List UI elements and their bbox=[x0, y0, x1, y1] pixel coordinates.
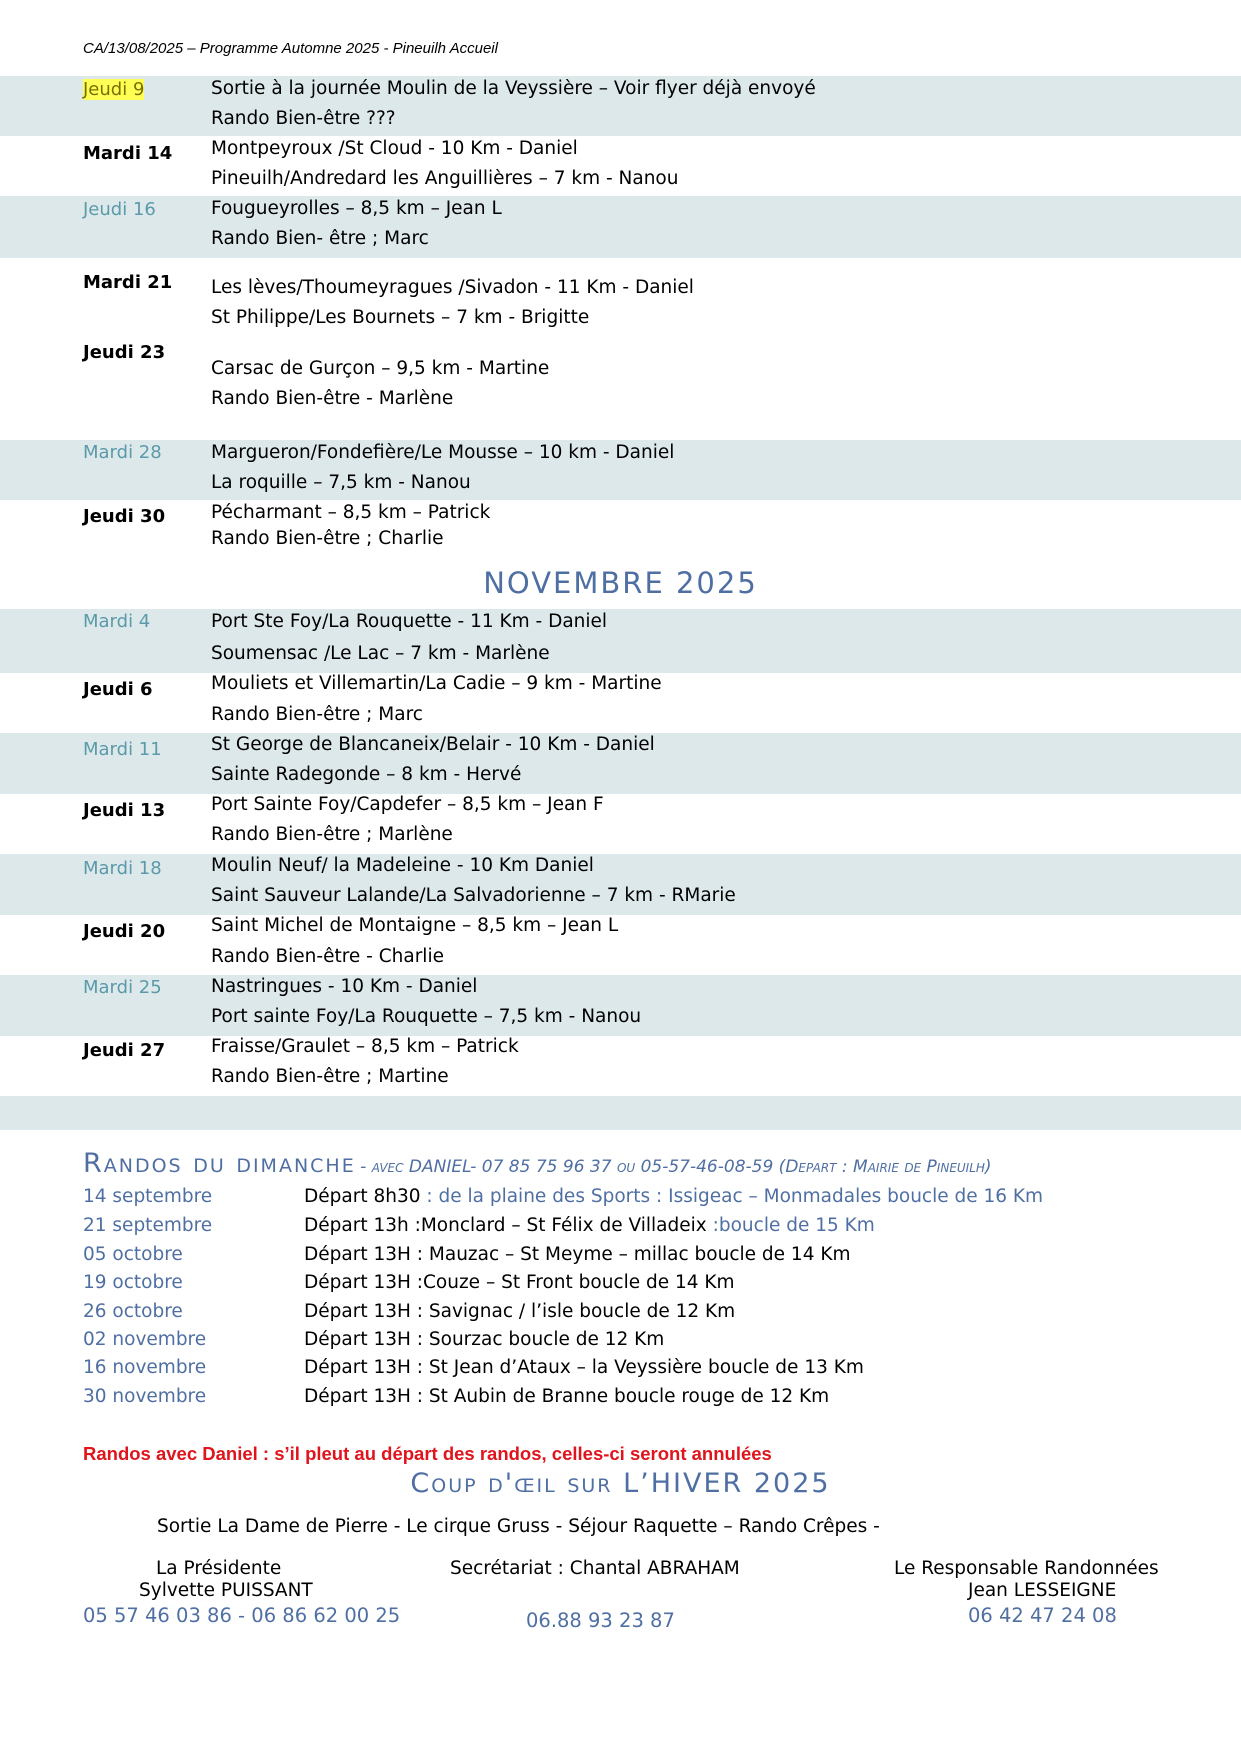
schedule-line: Rando Bien-être ??? bbox=[211, 108, 396, 129]
secretary-name: Secrétariat : Chantal ABRAHAM bbox=[450, 1558, 740, 1579]
schedule-day: Jeudi 13 bbox=[83, 800, 166, 821]
sunday-date: 19 octobre bbox=[83, 1272, 183, 1293]
schedule-day: Jeudi 6 bbox=[83, 679, 153, 700]
schedule-line: Sortie à la journée Moulin de la Veyssière – Voir flyer déjà envoyé bbox=[211, 78, 816, 99]
document-header: CA/13/08/2025 – Programme Automne 2025 - Pineuilh Accueil bbox=[83, 40, 498, 57]
schedule-line: Mouliets et Villemartin/La Cadie – 9 km - Martine bbox=[211, 673, 662, 694]
schedule-line: La roquille – 7,5 km - Nanou bbox=[211, 472, 471, 493]
schedule-row bbox=[0, 328, 1241, 440]
schedule-row bbox=[0, 1036, 1241, 1096]
sunday-desc: Départ 13H : Savignac / l’isle boucle de 12 Km bbox=[304, 1301, 736, 1322]
sunday-date: 16 novembre bbox=[83, 1357, 207, 1378]
schedule-line: Saint Michel de Montaigne – 8,5 km – Jean L bbox=[211, 915, 619, 936]
sunday-subtitle: - avec DANIEL- 07 85 75 96 37 ou 05-57-46-08-59 (Depart : Mairie de Pineuilh) bbox=[360, 1157, 992, 1177]
schedule-row bbox=[0, 258, 1241, 328]
schedule-line: Port sainte Foy/La Rouquette – 7,5 km - Nanou bbox=[211, 1006, 642, 1027]
schedule-day: Jeudi 20 bbox=[83, 921, 166, 942]
schedule-line: Port Ste Foy/La Rouquette - 11 Km - Daniel bbox=[211, 611, 608, 632]
schedule-line: Saint Sauveur Lalande/La Salvadorienne – 7 km - RMarie bbox=[211, 885, 736, 906]
president-name: Sylvette PUISSANT bbox=[139, 1580, 313, 1601]
sunday-date: 02 novembre bbox=[83, 1329, 207, 1350]
schedule-row bbox=[0, 673, 1241, 733]
sunday-date: 26 octobre bbox=[83, 1301, 183, 1322]
schedule-line: Nastringues - 10 Km - Daniel bbox=[211, 976, 478, 997]
schedule-line: Fraisse/Graulet – 8,5 km – Patrick bbox=[211, 1036, 519, 1057]
schedule-row bbox=[0, 136, 1241, 196]
schedule-row bbox=[0, 794, 1241, 854]
schedule-row bbox=[0, 915, 1241, 975]
rain-warning: Randos avec Daniel : s’il pleut au départ des randos, celles-ci seront annulées bbox=[83, 1443, 772, 1464]
president-role: La Présidente bbox=[156, 1558, 282, 1579]
schedule-row bbox=[0, 854, 1241, 915]
winter-items: Sortie La Dame de Pierre - Le cirque Gruss - Séjour Raquette – Rando Crêpes - bbox=[157, 1516, 880, 1537]
schedule-day: Jeudi 9 bbox=[83, 79, 145, 100]
schedule-line: St George de Blancaneix/Belair - 10 Km - Daniel bbox=[211, 734, 655, 755]
sunday-date: 30 novembre bbox=[83, 1386, 207, 1407]
schedule-row bbox=[0, 609, 1241, 673]
schedule-row bbox=[0, 733, 1241, 794]
schedule-day: Jeudi 27 bbox=[83, 1040, 166, 1061]
empty-row bbox=[0, 1096, 1241, 1130]
schedule-line: Pineuilh/Andredard les Anguillières – 7 km - Nanou bbox=[211, 168, 679, 189]
schedule-line: Margueron/Fondefière/Le Mousse – 10 km - Daniel bbox=[211, 442, 675, 463]
schedule-day: Jeudi 30 bbox=[83, 506, 166, 527]
schedule-line: Rando Bien-être ; Martine bbox=[211, 1066, 449, 1087]
schedule-line: Moulin Neuf/ la Madeleine - 10 Km Daniel bbox=[211, 855, 594, 876]
november-title: NOVEMBRE 2025 bbox=[483, 566, 758, 600]
sunday-desc: Départ 13H : Mauzac – St Meyme – millac boucle de 14 Km bbox=[304, 1244, 851, 1265]
schedule-line: Rando Bien-être - Charlie bbox=[211, 946, 444, 967]
schedule-day: Mardi 21 bbox=[83, 272, 173, 293]
schedule-row bbox=[0, 975, 1241, 1036]
rando-manager-block bbox=[880, 1558, 1180, 1627]
sunday-desc: Départ 13H : Sourzac boucle de 12 Km bbox=[304, 1329, 665, 1350]
sunday-date: 21 septembre bbox=[83, 1215, 213, 1236]
schedule-line: Rando Bien-être - Marlène bbox=[211, 388, 454, 409]
sunday-title bbox=[83, 1148, 992, 1179]
president-block bbox=[83, 1558, 401, 1627]
sunday-desc: Départ 13h :Monclard – St Félix de Villadeix :boucle de 15 Km bbox=[304, 1215, 875, 1236]
schedule-line: Rando Bien-être ; Marlène bbox=[211, 824, 453, 845]
schedule-line: Fougueyrolles – 8,5 km – Jean L bbox=[211, 198, 502, 219]
sunday-desc: Départ 13H :Couze – St Front boucle de 14 Km bbox=[304, 1272, 735, 1293]
schedule-line: Pécharmant – 8,5 km – Patrick bbox=[211, 502, 491, 523]
schedule-row bbox=[0, 196, 1241, 258]
schedule-row bbox=[0, 500, 1241, 556]
sunday-date: 14 septembre bbox=[83, 1186, 213, 1207]
schedule-row bbox=[0, 76, 1241, 136]
schedule-line: Montpeyroux /St Cloud - 10 Km - Daniel bbox=[211, 138, 578, 159]
schedule-line: Carsac de Gurçon – 9,5 km - Martine bbox=[211, 358, 550, 379]
rando-manager-role: Le Responsable Randonnées bbox=[894, 1558, 1159, 1579]
schedule-day: Jeudi 23 bbox=[83, 342, 166, 363]
schedule-line: St Philippe/Les Bournets – 7 km - Brigitte bbox=[211, 307, 590, 328]
schedule-day: Mardi 18 bbox=[83, 858, 162, 879]
schedule-line: Les lèves/Thoumeyragues /Sivadon - 11 Km - Daniel bbox=[211, 277, 694, 298]
schedule-line: Rando Bien-être ; Marc bbox=[211, 704, 423, 725]
schedule-line: Soumensac /Le Lac – 7 km - Marlène bbox=[211, 643, 550, 664]
schedule-day: Jeudi 16 bbox=[83, 199, 156, 220]
sunday-desc: Départ 13H : St Aubin de Branne boucle rouge de 12 Km bbox=[304, 1386, 830, 1407]
rando-manager-name: Jean LESSEIGNE bbox=[968, 1580, 1117, 1601]
rando-manager-phone: 06 42 47 24 08 bbox=[968, 1604, 1117, 1627]
sunday-desc: Départ 8h30 : de la plaine des Sports : Issigeac – Monmadales boucle de 16 Km bbox=[304, 1186, 1044, 1207]
schedule-day: Mardi 11 bbox=[83, 739, 162, 760]
schedule-line: Rando Bien-être ; Charlie bbox=[211, 528, 444, 549]
schedule-row bbox=[0, 440, 1241, 500]
winter-title: Coup d'œil sur L’HIVER 2025 bbox=[410, 1468, 831, 1499]
schedule-day: Mardi 4 bbox=[83, 611, 151, 632]
schedule-day: Mardi 25 bbox=[83, 977, 162, 998]
schedule-line: Sainte Radegonde – 8 km - Hervé bbox=[211, 764, 522, 785]
schedule-line: Port Sainte Foy/Capdefer – 8,5 km – Jean F bbox=[211, 794, 604, 815]
sunday-desc: Départ 13H : St Jean d’Ataux – la Veyssière boucle de 13 Km bbox=[304, 1357, 864, 1378]
sunday-title-main: Randos du dimanche bbox=[83, 1148, 356, 1179]
president-phone: 05 57 46 03 86 - 06 86 62 00 25 bbox=[83, 1604, 401, 1627]
schedule-line: Rando Bien- être ; Marc bbox=[211, 228, 429, 249]
secretary-phone: 06.88 93 23 87 bbox=[526, 1609, 675, 1632]
schedule-day: Mardi 14 bbox=[83, 143, 173, 164]
secretary-block bbox=[450, 1558, 740, 1632]
schedule-day: Mardi 28 bbox=[83, 442, 162, 463]
sunday-date: 05 octobre bbox=[83, 1244, 183, 1265]
